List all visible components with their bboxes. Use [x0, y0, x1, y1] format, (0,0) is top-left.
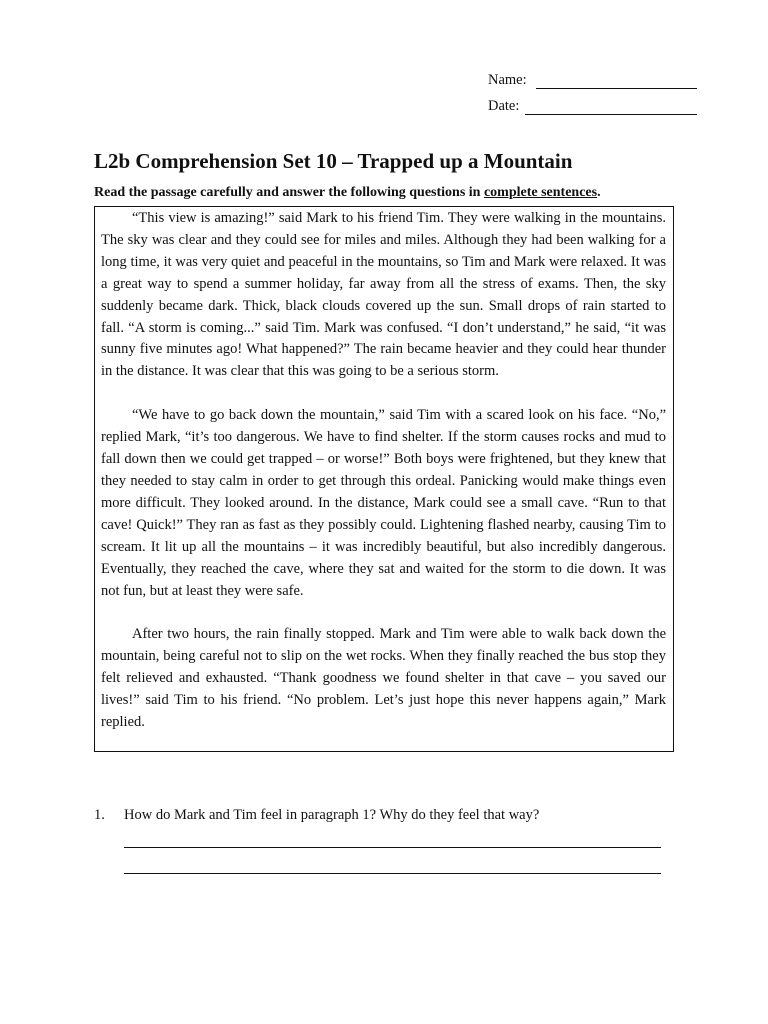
question-number: 1. [94, 807, 105, 823]
answer-line-1[interactable] [124, 847, 661, 848]
passage-paragraph-3: After two hours, the rain finally stopped. Mark and Tim were able to walk back down the mountain, being careful not to slip on the wet rocks. When they finally reached the bus stop they felt relieved and exhausted. “Thank goodness we found shelter in that cave – you saved our lives!” said Tim to his friend. “No problem. Let’s just hope this never happens again,” Mark replied. [101, 626, 666, 731]
passage-paragraph-2: “We have to go back down the mountain,” said Tim with a scared look on his face. “No,” replied Mark, “it’s too dangerous. We have to find shelter. If the storm causes rocks and mud to fall down then we could get trapped – or worse!” Both boys were frightened, but they knew that they needed to stay calm in order to get through this ordeal. Panicking would make things even more difficult. They looked around. In the distance, Mark could see a small cave. “Run to that cave! Quick!” They ran as fast as they possibly could. Lightening flashed nearby, causing Tim to scream. It lit up all the mountains – it was incredibly beautiful, but also incredibly dangerous. Eventually, they reached the cave, where they sat and waited for the storm to die down. It was not fun, but at least they were safe. [101, 407, 666, 599]
date-field-row [488, 98, 697, 115]
name-blank-line[interactable] [536, 74, 697, 89]
question-1 [94, 807, 539, 824]
name-field-row [488, 72, 697, 89]
worksheet-title: L2b Comprehension Set 10 – Trapped up a Mountain [94, 149, 573, 173]
answer-line-2[interactable] [124, 873, 661, 874]
instructions-text: Read the passage carefully and answer the following questions in [94, 185, 484, 200]
date-blank-line[interactable] [525, 100, 697, 115]
instructions [94, 185, 601, 201]
passage-paragraph-1: “This view is amazing!” said Mark to his friend Tim. They were walking in the mountains. The sky was clear and they could see for miles and miles. Although they had been walking for a long time, it was very quiet and peaceful in the mountains, so Tim and Mark were relaxed. It was a great way to spend a summer holiday, far away from all the stress of exams. Then, the sky suddenly became dark. Thick, black clouds covered up the sun. Small drops of rain started to fall. “A storm is coming...” said Tim. Mark was confused. “I don’t understand,” he said, “it was sunny five minutes ago! What happened?” The rain became heavier and they could hear thunder in the distance. It was clear that this was going to be a serious storm. [101, 210, 666, 380]
date-label: Date: [488, 98, 520, 114]
instructions-underlined: complete sentences [483, 185, 598, 200]
passage-box [94, 206, 674, 752]
name-label: Name: [488, 72, 527, 88]
question-text: How do Mark and Tim feel in paragraph 1? Why do they feel that way? [124, 807, 540, 823]
instructions-end: . [597, 185, 601, 200]
